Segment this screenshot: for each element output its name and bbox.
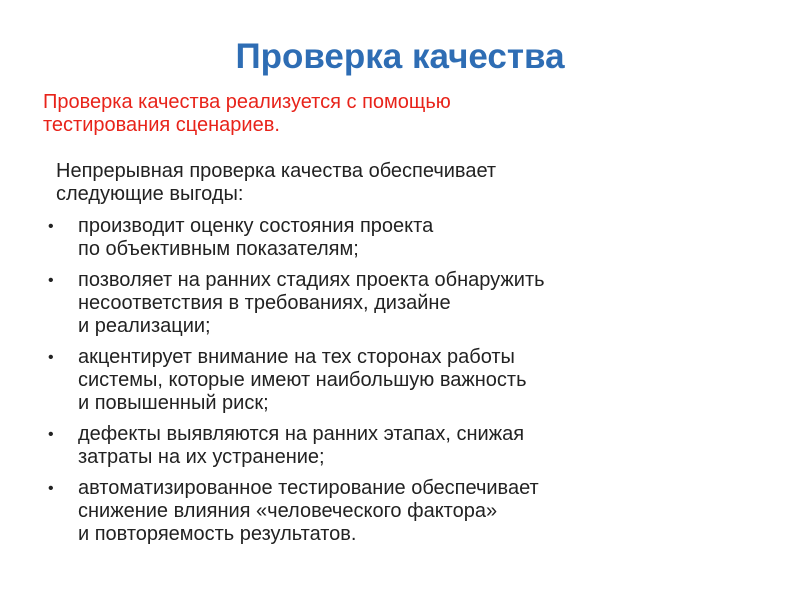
list-item-line: и повторяемость результатов. xyxy=(78,523,357,545)
list-item-line: акцентирует внимание на тех сторонах работы xyxy=(78,346,515,368)
lead-line: следующие выгоды: xyxy=(56,183,244,205)
list-item xyxy=(44,346,744,415)
bullet-icon: • xyxy=(48,426,54,443)
list-item-line: затраты на их устранение; xyxy=(78,446,325,468)
bullet-icon: • xyxy=(48,480,54,497)
lead-paragraph xyxy=(56,160,738,206)
list-item-line: системы, которые имеют наибольшую важность xyxy=(78,369,527,391)
intro-paragraph xyxy=(43,91,705,137)
list-item xyxy=(44,269,744,338)
list-item-line: производит оценку состояния проекта xyxy=(78,215,434,237)
list-item-line: несоответствия в требованиях, дизайне xyxy=(78,292,451,314)
benefits-list xyxy=(44,215,744,554)
list-item-line: по объективным показателям; xyxy=(78,238,359,260)
bullet-icon: • xyxy=(48,272,54,289)
list-item-line: позволяет на ранних стадиях проекта обнаружить xyxy=(78,269,545,291)
list-item-line: и повышенный риск; xyxy=(78,392,269,414)
list-item-line: снижение влияния «человеческого фактора» xyxy=(78,500,498,522)
list-item xyxy=(44,477,744,546)
list-item-line: автоматизированное тестирование обеспечивает xyxy=(78,477,539,499)
list-item xyxy=(44,215,744,261)
intro-line: тестирования сценариев. xyxy=(43,114,280,136)
intro-line: Проверка качества реализуется с помощью xyxy=(43,91,451,113)
slide-title: Проверка качества xyxy=(235,37,565,76)
list-item-line: и реализации; xyxy=(78,315,211,337)
list-item xyxy=(44,423,744,469)
bullet-icon: • xyxy=(48,218,54,235)
bullet-icon: • xyxy=(48,349,54,366)
lead-line: Непрерывная проверка качества обеспечивает xyxy=(56,160,497,182)
list-item-line: дефекты выявляются на ранних этапах, снижая xyxy=(78,423,525,445)
